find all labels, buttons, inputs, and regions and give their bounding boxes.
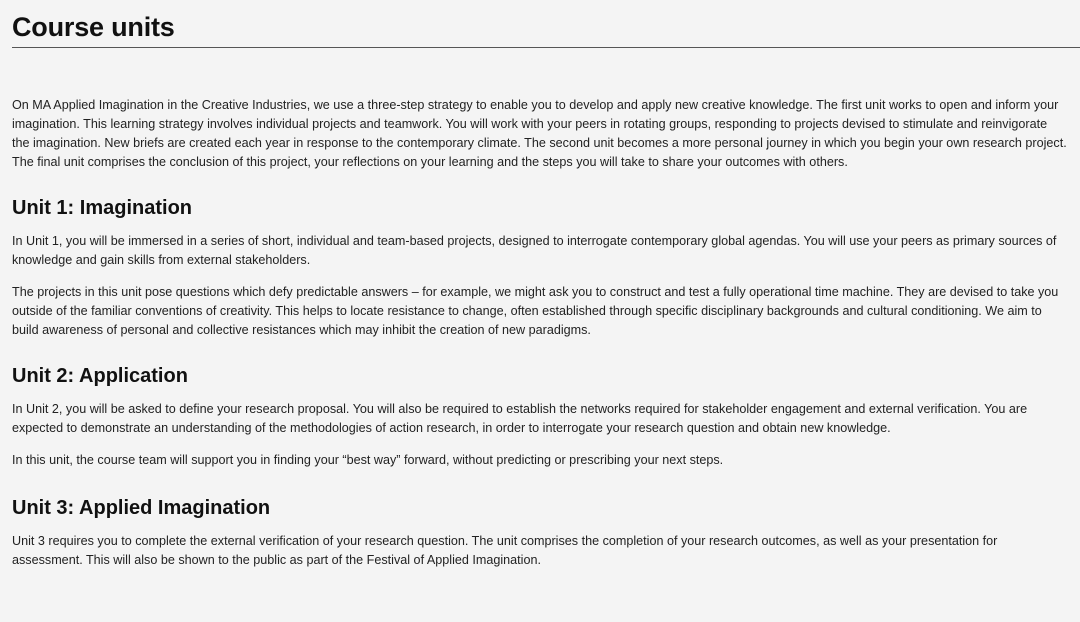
unit-2-paragraph-1: In Unit 2, you will be asked to define your research proposal. You will also be required to establish the networks required for stakeholder engagement and external verification. You are expected to demonstrate an understanding of the methodologies of action research, in order to interrogate your research question and obtain new knowledge. bbox=[12, 402, 1028, 435]
unit-2-section bbox=[12, 364, 1068, 470]
unit-1-heading: Unit 1: Imagination bbox=[12, 197, 192, 219]
intro-paragraph: On MA Applied Imagination in the Creative Industries, we use a three-step strategy to enable you to develop and apply new creative knowledge. The first unit works to open and inform your imagination. This learning strategy involves individual projects and teamwork. You will work with your peers in rotating groups, responding to projects devised to stimulate and reinvigorate the imagination. New briefs are created each year in response to the contemporary climate. The second unit becomes a more personal journey in which you begin your own research project. The final unit comprises the conclusion of this project, your reflections on your learning and the steps you will take to share your outcomes with others. bbox=[12, 98, 1067, 169]
unit-1-paragraph-1: In Unit 1, you will be immersed in a series of short, individual and team-based projects, designed to interrogate contemporary global agendas. You will use your peers as primary sources of knowledge and gain skills from external stakeholders. bbox=[12, 234, 1057, 267]
unit-1-section bbox=[12, 196, 1068, 340]
unit-2-heading: Unit 2: Application bbox=[12, 365, 188, 387]
unit-3-paragraph-1: Unit 3 requires you to complete the external verification of your research question. The unit comprises the completion of your research outcomes, as well as your presentation for assessment. This will also be shown to the public as part of the Festival of Applied Imagination. bbox=[12, 534, 998, 567]
unit-1-paragraph-2: The projects in this unit pose questions which defy predictable answers – for example, we might ask you to construct and test a fully operational time machine. They are devised to take you outside of the familiar conventions of creativity. This helps to locate resistance to change, often established through specific disciplinary backgrounds and cultural conditioning. We aim to build awareness of personal and collective resistances which may inhibit the creation of new paradigms. bbox=[12, 285, 1059, 337]
unit-3-heading: Unit 3: Applied Imagination bbox=[12, 497, 271, 519]
unit-3-section bbox=[12, 496, 1068, 570]
page-title: Course units bbox=[12, 0, 1080, 48]
unit-2-paragraph-2: In this unit, the course team will support you in finding your “best way” forward, without predicting or prescribing your next steps. bbox=[12, 453, 724, 467]
